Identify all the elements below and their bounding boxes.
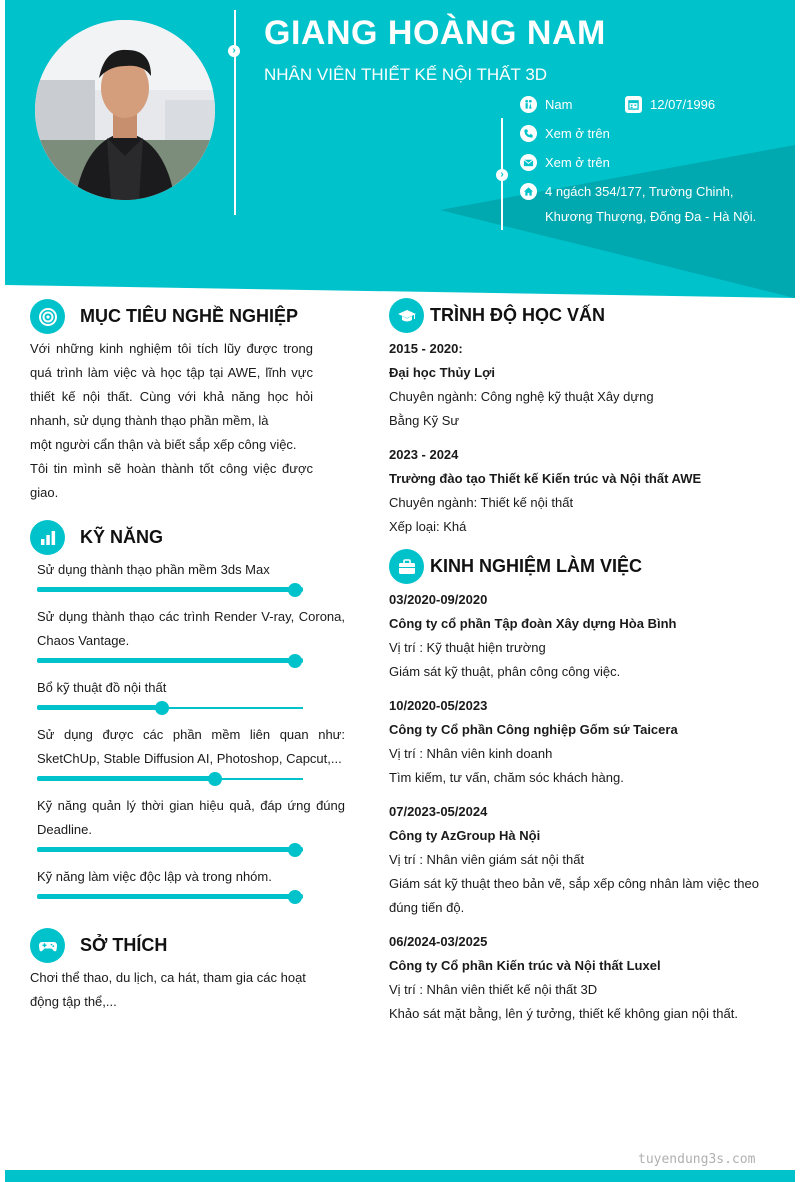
skill-label: Kỹ năng làm việc độc lập và trong nhóm.	[37, 869, 272, 884]
skill-bar	[37, 772, 303, 786]
experience-period: 07/2023-05/2024	[389, 804, 488, 819]
address-info	[520, 183, 756, 229]
hobbies-text	[30, 966, 320, 1014]
skills-title: KỸ NĂNG	[80, 527, 164, 547]
email-info	[520, 154, 610, 175]
experience-company: Công ty Cổ phần Kiến trúc và Nội thất Luxel	[389, 958, 661, 973]
gender-value: Nam	[545, 97, 573, 112]
education-heading	[389, 298, 605, 333]
skill-bar	[37, 701, 303, 715]
objective-line: giao.	[30, 485, 59, 500]
education-period: 2015 - 2020:	[389, 341, 463, 356]
experience-description: đúng tiến độ.	[389, 900, 465, 915]
home-icon	[520, 183, 537, 200]
experience-entry	[389, 694, 779, 790]
experience-position: Vị trí : Nhân viên kinh doanh	[389, 746, 553, 761]
experience-description: Tìm kiếm, tư vấn, chăm sóc khách hàng.	[389, 770, 624, 785]
footer-bar	[5, 1170, 795, 1182]
hobbies-line: Chơi thể thao, du lịch, ca hát, tham gia các hoạt	[30, 970, 306, 985]
address-line-1: 4 ngách 354/177, Trường Chinh,	[545, 184, 734, 199]
graduation-cap-icon	[389, 298, 424, 333]
experience-period: 06/2024-03/2025	[389, 934, 488, 949]
education-school: Trường đào tạo Thiết kế Kiến trúc và Nội thất AWE	[389, 471, 702, 486]
briefcase-icon	[389, 549, 424, 584]
skill-bar	[37, 583, 303, 597]
address-line-2: Khương Thượng, Đống Đa - Hà Nội.	[545, 209, 757, 224]
objective-line: Với những kinh nghiệm tôi tích lũy được trong	[30, 341, 313, 356]
skill-label: Sử dụng được các phần mềm liên quan như: SketChUp, Stable Diffusion AI, Photoshop, Capcut,...	[37, 727, 345, 766]
experience-company: Công ty cổ phần Tập đoàn Xây dựng Hòa Bình	[389, 616, 677, 631]
chevron-right-icon: ›	[228, 45, 240, 57]
skill-knob	[288, 843, 302, 857]
skill-knob	[288, 654, 302, 668]
experience-heading	[389, 549, 642, 584]
target-icon	[30, 299, 65, 334]
objective-heading	[30, 299, 298, 334]
skill-knob	[288, 583, 302, 597]
education-entry	[389, 443, 779, 539]
experience-position: Vị trí : Kỹ thuật hiện trường	[389, 640, 546, 655]
hobbies-line: động tập thể,...	[30, 994, 117, 1009]
header-divider	[234, 10, 236, 215]
education-entry	[389, 337, 779, 433]
bar-chart-icon	[30, 520, 65, 555]
experience-company: Công ty Cổ phần Công nghiệp Gốm sứ Taicera	[389, 722, 678, 737]
phone-icon	[520, 125, 537, 142]
education-period: 2023 - 2024	[389, 447, 459, 462]
education-grade: Xếp loại: Khá	[389, 519, 467, 534]
experience-title: KINH NGHIỆM LÀM VIỆC	[430, 556, 643, 576]
education-school: Đại học Thủy Lợi	[389, 365, 496, 380]
experience-period: 10/2020-05/2023	[389, 698, 488, 713]
skill-knob	[288, 890, 302, 904]
experience-description: Giám sát kỹ thuật, phân công công việc.	[389, 664, 621, 679]
education-major: Chuyên ngành: Công nghệ kỹ thuật Xây dựng	[389, 389, 654, 404]
experience-position: Vị trí : Nhân viên thiết kế nội thất 3D	[389, 982, 598, 997]
experience-description: Khảo sát mặt bằng, lên ý tưởng, thiết kế không gian nội thất.	[389, 1006, 738, 1021]
skill-bar	[37, 843, 303, 857]
skill-label: Sử dụng thành thạo phần mềm 3ds Max	[37, 562, 270, 577]
skill-knob	[208, 772, 222, 786]
calendar-icon	[625, 96, 642, 113]
gamepad-icon	[30, 928, 65, 963]
skills-heading	[30, 520, 163, 555]
chevron-right-icon: ›	[496, 169, 508, 181]
phone-value: Xem ở trên	[545, 126, 610, 141]
email-value: Xem ở trên	[545, 155, 610, 170]
skill-bar	[37, 890, 303, 904]
mail-icon	[520, 154, 537, 171]
experience-entry	[389, 800, 779, 920]
experience-position: Vị trí : Nhân viên giám sát nội thất	[389, 852, 585, 867]
avatar	[35, 20, 215, 200]
experience-entry	[389, 930, 779, 1026]
objective-text	[30, 337, 313, 505]
objective-line: một người cẩn thận và biết sắp xếp công việc.	[30, 437, 297, 452]
birthday-info	[625, 96, 715, 117]
experience-period: 03/2020-09/2020	[389, 592, 488, 607]
gender-icon	[520, 96, 537, 113]
birthday-value: 12/07/1996	[650, 97, 716, 112]
objective-line: Tôi tin mình sẽ hoàn thành tốt công việc được	[30, 461, 313, 476]
phone-info	[520, 125, 610, 146]
skill-label: Bổ kỹ thuật đồ nội thất	[37, 680, 167, 695]
objective-line: thiết kế nội thất. Cùng với khả năng học hỏi	[30, 389, 313, 404]
hobbies-heading	[30, 928, 167, 963]
experience-description: Giám sát kỹ thuật theo bản vẽ, sắp xếp công nhân làm việc theo	[389, 876, 759, 891]
candidate-name: GIANG HOÀNG NAM	[264, 14, 606, 52]
skill-knob	[155, 701, 169, 715]
education-title: TRÌNH ĐỘ HỌC VẤN	[430, 305, 605, 325]
watermark: tuyendung3s.com	[638, 1152, 756, 1167]
objective-line: nhanh, sử dụng thành thạo phần mềm, là	[30, 413, 269, 428]
education-degree: Bằng Kỹ Sư	[389, 413, 460, 428]
experience-entry	[389, 588, 779, 684]
education-major: Chuyên ngành: Thiết kế nội thất	[389, 495, 574, 510]
hobbies-title: SỞ THÍCH	[80, 935, 168, 955]
objective-title: MỤC TIÊU NGHỀ NGHIỆP	[80, 306, 299, 326]
objective-line: quá trình làm việc và học tập tại AWE, lĩnh vực	[30, 365, 313, 380]
skill-label: Kỹ năng quản lý thời gian hiệu quả, đáp ứng đúng Deadline.	[37, 798, 345, 837]
skill-bar	[37, 654, 303, 668]
skill-label: Sử dụng thành thạo các trình Render V-ray, Corona, Chaos Vantage.	[37, 609, 345, 648]
experience-company: Công ty AzGroup Hà Nội	[389, 828, 541, 843]
gender-info	[520, 96, 572, 117]
job-title: NHÂN VIÊN THIẾT KẾ NỘI THẤT 3D	[264, 65, 548, 84]
